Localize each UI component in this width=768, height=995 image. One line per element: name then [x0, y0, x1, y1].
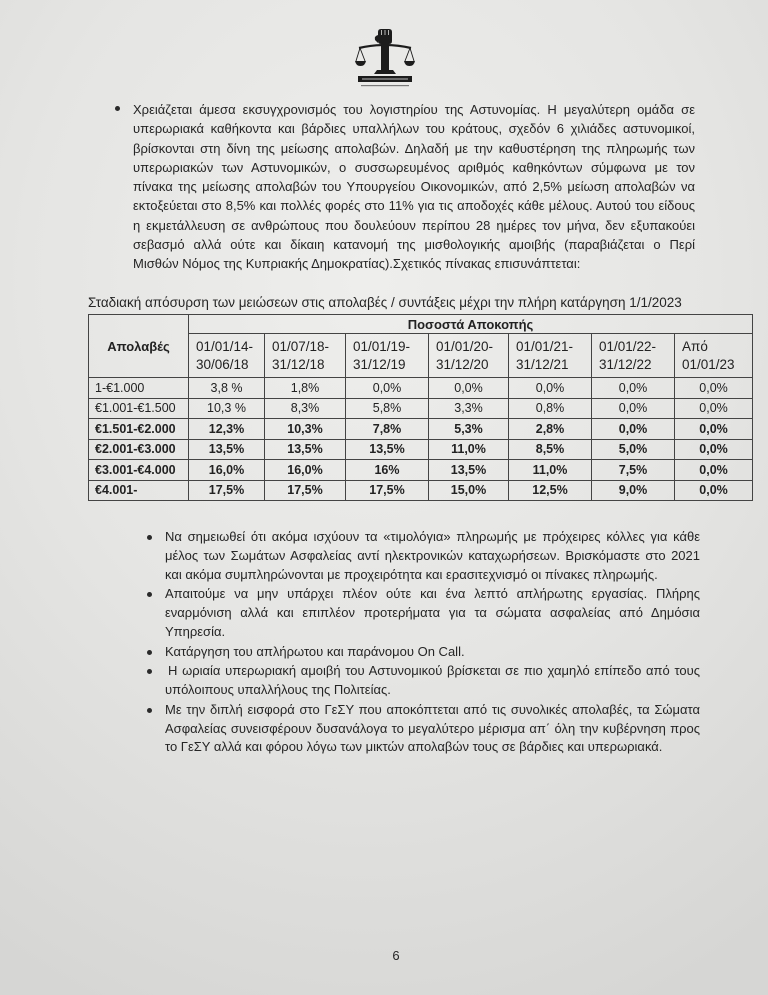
logo-subtitle-lettering: [361, 85, 409, 86]
rate-cell: 0,0%: [675, 398, 753, 419]
rate-cell: 11,0%: [429, 439, 509, 460]
list-item-line: υπόλοιπους υπαλλήλους της Πολιτείας.: [165, 682, 391, 698]
paragraph-line: σεβασμό αλλά ούτε και δίκαιη κατανομή της μισθολογικής αμοιβής (παραβιάζεται ο Περί: [133, 237, 695, 253]
rate-cell: 7,8%: [346, 419, 429, 440]
rate-cell: 16%: [346, 460, 429, 481]
period-start: 01/01/22-: [599, 338, 657, 354]
period-start: Από: [682, 338, 708, 354]
bullet-icon: [147, 708, 152, 713]
rate-cell: 0,0%: [675, 460, 753, 481]
table-row: [89, 419, 753, 440]
rate-cell: 0,0%: [592, 378, 675, 399]
rate-cell: 13,5%: [346, 439, 429, 460]
table-row: [89, 439, 753, 460]
salary-band: €1.501-€2.000: [89, 419, 189, 440]
rate-cell: 0,0%: [429, 378, 509, 399]
table-row: [89, 398, 753, 419]
rate-cell: 13,5%: [265, 439, 346, 460]
rate-cell: 3,8 %: [189, 378, 265, 399]
rate-cell: 5,0%: [592, 439, 675, 460]
rate-cell: 0,0%: [675, 378, 753, 399]
table-caption: Σταδιακή απόσυρση των μειώσεων στις απολαβές / συντάξεις μέχρι την πλήρη κατάργηση 1/1/2023: [88, 295, 682, 310]
table-header-row: [89, 315, 753, 334]
period-end: 01/01/23: [682, 356, 735, 372]
list-item-line: μέλος των Σωμάτων Ασφαλείας αντί ηλεκτρονικών καταχωρήσεων. Βρισκόμαστε στο 2021: [165, 547, 700, 563]
paragraph-line: Μισθών Νόμος της Κυπριακής Δημοκρατίας).Σχετικός πίνακας επισυνάπτεται:: [133, 256, 581, 272]
fist-thumb: [375, 35, 378, 43]
rate-cell: 17,5%: [346, 480, 429, 501]
list-item: [165, 701, 700, 757]
rate-cell: 8,3%: [265, 398, 346, 419]
rate-cell: 10,3 %: [189, 398, 265, 419]
rate-cell: 2,8%: [509, 419, 592, 440]
rate-cell: 0,0%: [592, 419, 675, 440]
salary-band: €2.001-€3.000: [89, 439, 189, 460]
rate-cell: 5,3%: [429, 419, 509, 440]
rate-cell: 13,5%: [429, 460, 509, 481]
rate-cell: 0,0%: [675, 480, 753, 501]
paragraph-line: Χρειάζεται άμεσα εκσυγχρονισμός του λογιστηρίου της Αστυνομίας. Η μεγαλύτερη ομάδα σε: [133, 102, 695, 117]
scale-pan-right: [404, 61, 415, 66]
period-header: [265, 334, 346, 378]
list-item-line: Υπηρεσία.: [165, 623, 226, 639]
period-start: 01/01/21-: [516, 338, 574, 354]
list-item: [165, 662, 700, 700]
scale-pan-left: [355, 61, 366, 66]
salary-band: €4.001-: [89, 480, 189, 501]
rate-cell: 15,0%: [429, 480, 509, 501]
period-header: [346, 334, 429, 378]
scale-base: [374, 70, 396, 74]
salary-cut-table: [88, 314, 753, 501]
page-number: 6: [392, 948, 400, 963]
list-item: [165, 585, 700, 641]
intro-paragraph: [133, 100, 695, 274]
rate-cell: 8,5%: [509, 439, 592, 460]
period-end: 31/12/22: [599, 356, 652, 372]
rate-cell: 3,3%: [429, 398, 509, 419]
rate-cell: 0,0%: [675, 419, 753, 440]
paragraph-line: βρίσκονται στη δίνη της μείωσης απολαβών. Δηλαδή με την καθυστέρηση της πληρωμής των: [133, 140, 695, 156]
list-item: [165, 643, 700, 662]
rate-cell: 17,5%: [189, 480, 265, 501]
period-end: 31/12/20: [436, 356, 489, 372]
rate-cell: 5,8%: [346, 398, 429, 419]
paragraph-line: υπερωριακών των Αστυνομικών, ο συσσωρευμένος αριθμός καθηκόντων σύμφωνα με τον: [133, 159, 695, 175]
period-end: 31/12/21: [516, 356, 569, 372]
period-end: 31/12/19: [353, 356, 406, 372]
scales-of-justice-fist-icon: [355, 27, 415, 91]
rate-cell: 0,0%: [675, 439, 753, 460]
bullet-icon: [115, 106, 120, 111]
bullet-icon: [147, 669, 152, 674]
paragraph-line: υπερωριακά καθήκοντα και βάρδιες υπαλλήλων του κράτους, σχεδόν 6 χιλιάδες αστυνομικοί,: [133, 121, 695, 137]
rate-cell: 0,0%: [509, 378, 592, 399]
period-start: 01/07/18-: [272, 338, 330, 354]
period-header: [189, 334, 265, 378]
salary-column-header: Απολαβές: [89, 315, 189, 378]
rate-cell: 12,5%: [509, 480, 592, 501]
period-end: 31/12/18: [272, 356, 325, 372]
list-item-line: Κατάργηση του απλήρωτου και παράνομου On Call.: [165, 643, 465, 659]
list-item-line: το ΓεΣΥ αλλά και φόρου λόγω των μικτών απολαβών τους σε βάρδιες και υπερωριακά.: [165, 739, 663, 755]
rate-cell: 11,0%: [509, 460, 592, 481]
list-item-line: Με την διπλή εισφορά στο ΓεΣΥ που αποκόπτεται από τις συνολικές απολαβές, τα Σώματα: [165, 701, 700, 717]
rate-cell: 1,8%: [265, 378, 346, 399]
paragraph-line: εκτοξεύεται στο 8,5% και πολλές φορές στο 11% για τις αποδοχές κάθε μέλους. Αυτού του είδους: [133, 198, 695, 214]
rate-cell: 13,5%: [189, 439, 265, 460]
rate-cell: 0,8%: [509, 398, 592, 419]
list-item-line: Απαιτούμε να μην υπάρχει πλέον ούτε και ένα λεπτό απλήρωτης εργασίας. Πλήρης: [165, 586, 700, 602]
period-header: [429, 334, 509, 378]
period-start: 01/01/14-: [196, 338, 254, 354]
period-end: 30/06/18: [196, 356, 249, 372]
rate-cell: 9,0%: [592, 480, 675, 501]
salary-band: 1-€1.000: [89, 378, 189, 399]
list-item-line: εναρμόνιση αλλά και επιπλέον προτερήματα για τα σώματα ασφαλείας από Δημόσια: [165, 605, 700, 621]
rate-cell: 17,5%: [265, 480, 346, 501]
salary-band: €1.001-€1.500: [89, 398, 189, 419]
cut-rates-group-header: Ποσοστά Αποκοπής: [189, 315, 753, 334]
period-header: [509, 334, 592, 378]
list-item: [165, 528, 700, 584]
rate-cell: 0,0%: [346, 378, 429, 399]
bullet-icon: [147, 650, 152, 655]
bullet-icon: [147, 592, 152, 597]
notes-list: [165, 528, 700, 758]
paragraph-line: πίνακα της μείωσης απολαβών του Υπουργείου Οικονομικών, από 2,5% μείωση απολαβών να: [133, 179, 695, 195]
list-item-line: Η ωριαία υπερωριακή αμοιβή του Αστυνομικού βρίσκεται σε πιο χαμηλό επίπεδο από τους: [168, 663, 700, 679]
period-start: 01/01/20-: [436, 338, 494, 354]
rate-cell: 12,3%: [189, 419, 265, 440]
table-row: [89, 378, 753, 399]
list-item-line: Να σημειωθεί ότι ακόμα ισχύουν τα «τιμολόγια» πληρωμής με πρόχειρες κόλλες για κάθε: [165, 529, 700, 544]
period-header-row: [89, 334, 753, 378]
period-header: [592, 334, 675, 378]
rate-cell: 16,0%: [189, 460, 265, 481]
bullet-icon: [147, 535, 152, 540]
paragraph-line: η εκμετάλλευση σε ανθρώπους που δουλεύουν περίπου 28 ημέρες τον μήνα, δεν εξυπακούει: [133, 217, 695, 233]
logo-ribbon-lettering: [362, 79, 408, 80]
period-header: [675, 334, 753, 378]
list-item-line: και ακόμα συμπληρώνονται με προχειρότητα και ερασιτεχνισμό οι πίνακες πληρωμής.: [165, 566, 658, 582]
rate-cell: 0,0%: [592, 398, 675, 419]
salary-band: €3.001-€4.000: [89, 460, 189, 481]
table-row: [89, 460, 753, 481]
list-item-line: Ασφαλείας συνεισφέρουν δυσανάλογα το μεγαλύτερο μέρισμα απ΄ όλη την κυβέρνηση προς: [165, 720, 700, 736]
rate-cell: 10,3%: [265, 419, 346, 440]
table-row: [89, 480, 753, 501]
rate-cell: 7,5%: [592, 460, 675, 481]
scale-pillar: [381, 43, 389, 70]
rate-cell: 16,0%: [265, 460, 346, 481]
period-start: 01/01/19-: [353, 338, 411, 354]
